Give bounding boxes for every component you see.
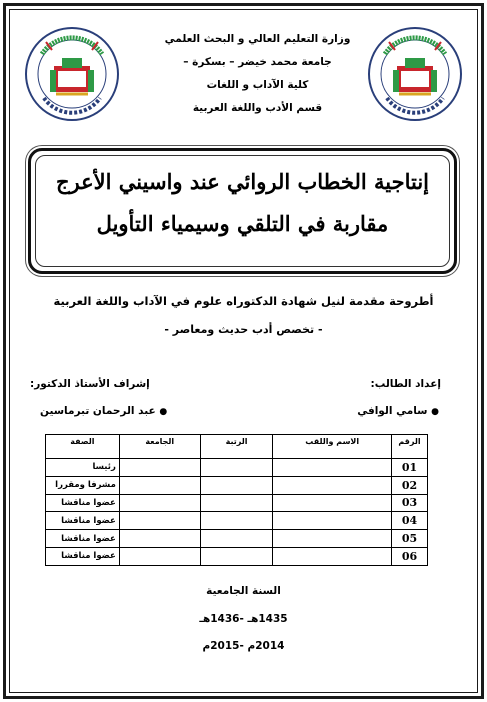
- row-role: عضوا مناقشا: [46, 530, 120, 548]
- row-number: 05: [392, 530, 428, 548]
- row-role: مشرفا ومقررا: [46, 476, 120, 494]
- prepared-by-label: إعداد الطالب:: [370, 378, 441, 390]
- ministry-name: وزارة التعليم العالي و البحث العلمي: [164, 33, 351, 45]
- row-university: [119, 530, 200, 548]
- row-university: [119, 547, 200, 565]
- table-row: [46, 547, 428, 565]
- specialization: - تخصص أدب حديث ومعاصر -: [164, 323, 323, 336]
- row-number: 02: [392, 476, 428, 494]
- column-header-rank: الرتبة: [200, 435, 273, 459]
- row-university: [119, 459, 200, 477]
- academic-year-gregorian: 2014م -2015م: [202, 640, 285, 652]
- table-row: [46, 512, 428, 530]
- row-university: [119, 476, 200, 494]
- row-name: [273, 459, 392, 477]
- row-university: [119, 494, 200, 512]
- thesis-title-line2: مقاربة في التلقي وسيمياء التأويل: [96, 211, 389, 236]
- row-rank: [200, 459, 273, 477]
- university-logo-left: [22, 24, 122, 124]
- supervised-by-label: إشراف الأستاذ الدكتور:: [30, 378, 150, 390]
- column-header-name: الاسم واللقب: [273, 435, 392, 459]
- table-row: [46, 476, 428, 494]
- student-name-row: [357, 405, 439, 417]
- table-row: [46, 494, 428, 512]
- faculty-name: كلية الآداب و اللغات: [206, 79, 309, 91]
- thesis-statement: أطروحة مقدمة لنيل شهادة الدكتوراه علوم في الآداب واللغة العربية: [53, 294, 434, 308]
- row-role: رئيسا: [46, 459, 120, 477]
- header: [20, 20, 467, 140]
- university-logo-right: [365, 24, 465, 124]
- row-number: 06: [392, 547, 428, 565]
- department-name: قسم الأدب واللغة العربية: [192, 102, 323, 114]
- bullet-icon: ●: [431, 407, 439, 417]
- column-header-university: الجامعة: [119, 435, 200, 459]
- row-rank: [200, 512, 273, 530]
- thesis-title-box: [28, 148, 457, 274]
- supervisor-name: عبد الرحمان تبرماسين: [40, 405, 156, 417]
- university-name: جامعة محمد خيضر – بسكرة –: [183, 56, 332, 68]
- academic-year-hijri: 1435هـ -1436هـ: [199, 613, 288, 625]
- row-name: [273, 547, 392, 565]
- row-name: [273, 512, 392, 530]
- jury-table: [45, 434, 428, 566]
- table-row: [46, 459, 428, 477]
- row-rank: [200, 530, 273, 548]
- row-role: عضوا مناقشا: [46, 494, 120, 512]
- row-role: عضوا مناقشا: [46, 512, 120, 530]
- jury-table-header: [46, 435, 428, 459]
- row-number: 04: [392, 512, 428, 530]
- column-header-role: الصفة: [46, 435, 120, 459]
- thesis-title-line1: إنتاجية الخطاب الروائي عند واسيني الأعرج: [56, 169, 429, 194]
- table-row: [46, 530, 428, 548]
- bullet-icon: ●: [159, 407, 168, 417]
- row-role: عضوا مناقشا: [46, 547, 120, 565]
- row-number: 03: [392, 494, 428, 512]
- academic-year-label: السنة الجامعية: [206, 585, 281, 597]
- row-name: [273, 494, 392, 512]
- row-rank: [200, 494, 273, 512]
- row-name: [273, 476, 392, 494]
- column-header-number: الرقم: [392, 435, 428, 459]
- ministry-block: [160, 28, 355, 120]
- supervisor-name-row: [40, 405, 167, 417]
- row-rank: [200, 476, 273, 494]
- row-number: 01: [392, 459, 428, 477]
- student-name: سامي الوافي: [357, 405, 428, 417]
- row-name: [273, 530, 392, 548]
- row-university: [119, 512, 200, 530]
- row-rank: [200, 547, 273, 565]
